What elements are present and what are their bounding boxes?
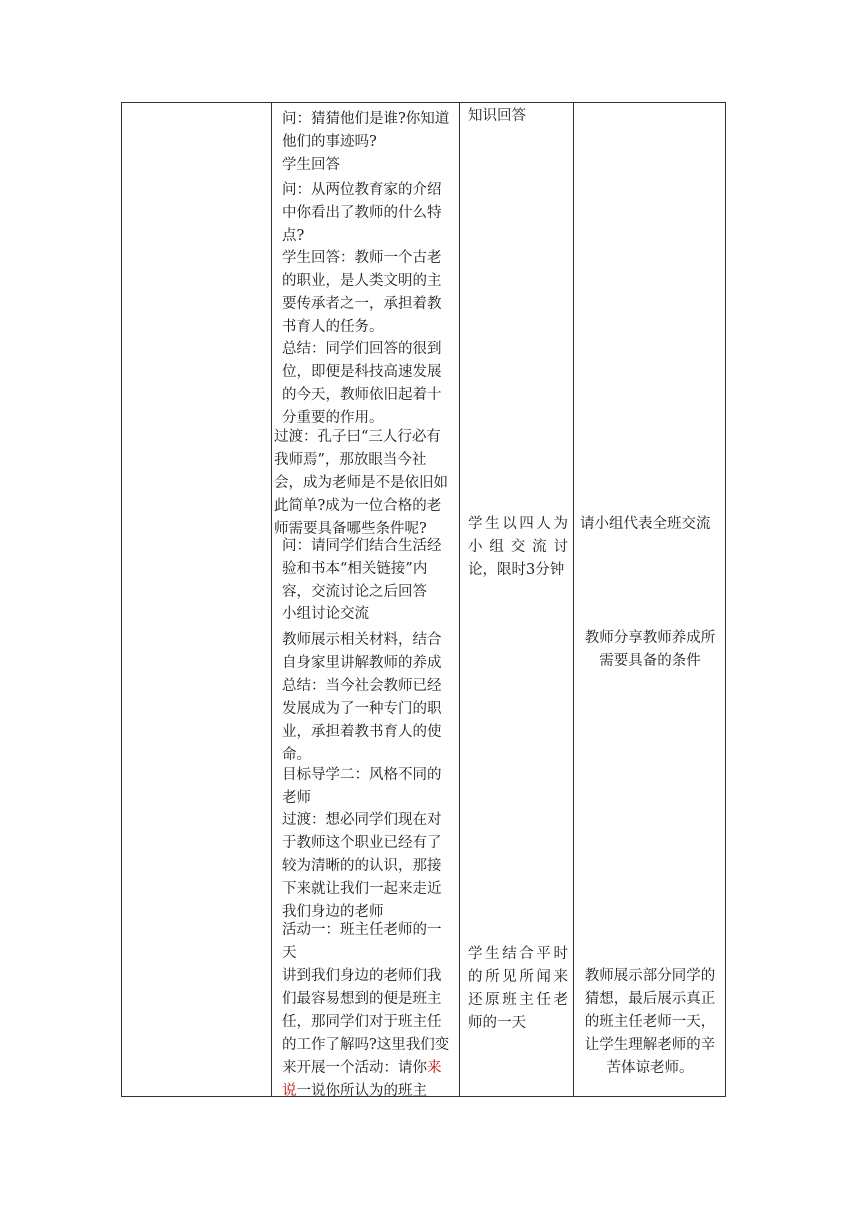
teacher-show-note: 教师展示部分同学的猜想，最后展示真正的班主任老师一天，让学生理解老师的辛苦体谅老师。 [584,968,716,1076]
teacher-material: 教师展示相关材料，结合自身家里讲解教师的养成 [282,632,442,671]
question-features: 问：从两位教育家的介绍中你看出了教师的什么特点? [282,182,442,244]
question-guess: 问：猜猜他们是谁?你知道他们的事迹吗? [282,111,450,150]
student-answer-features: 学生回答：教师一个古老的职业，是人类文明的主要传承者之一，承担着教书育人的任务。 [282,250,442,335]
table-cell-student-activity [460,103,574,1097]
table-cell-design-intent [574,103,726,1097]
highlight-text: 来说 [282,1060,442,1099]
restore-day-note: 学生结合平时的所见所闻来还原班主任老师的一天 [468,946,568,1031]
transition-2: 过渡：想必同学们现在对于教师这个职业已经有了较为清晰的的认识，那接下来就让我们一起来走近我们身边的老师 [282,812,442,920]
table-cell-empty [122,103,272,1097]
activity-one-body: 讲到我们身边的老师们我们最容易想到的便是班主任，那同学们对于班主任的工作了解吗?这里我们变来开展一个活动：请你来说一说你所认为的班主 [282,968,450,1099]
table-row [122,103,726,1097]
summary-2: 总结：当今社会教师已经发展成为了一种专门的职业，承担着教书育人的使命。 [282,678,442,763]
lesson-plan-table [121,102,726,1097]
activity-one-heading: 活动一：班主任老师的一天 [282,922,442,961]
group-discussion: 小组讨论交流 [282,606,369,622]
question-discussion: 问：请同学们结合生活经验和书本“相关链接”内容，交流讨论之后回答 [282,538,442,600]
summary-1: 总结：同学们回答的很到位，即便是科技高速发展的今天，教师依旧起着十分重要的作用。 [282,341,442,426]
group-rep-note: 请小组代表全班交流 [580,516,711,532]
student-answer: 学生回答 [282,157,340,173]
group-discussion-note: 学生以四人为小组交流讨论，限时3分钟 [468,516,568,578]
table-cell-teacher-activity [272,103,460,1097]
transition-1: 过渡：孔子曰“三人行必有我师焉”，那放眼当今社会，成为老师是不是依旧如此简单?成为一位合格的老师需要具备哪些条件呢? [274,429,448,537]
knowledge-answer: 知识回答 [468,108,526,124]
teacher-share-note: 教师分享教师养成所需要具备的条件 [584,630,716,669]
goal-two-heading: 目标导学二：风格不同的老师 [282,767,442,806]
